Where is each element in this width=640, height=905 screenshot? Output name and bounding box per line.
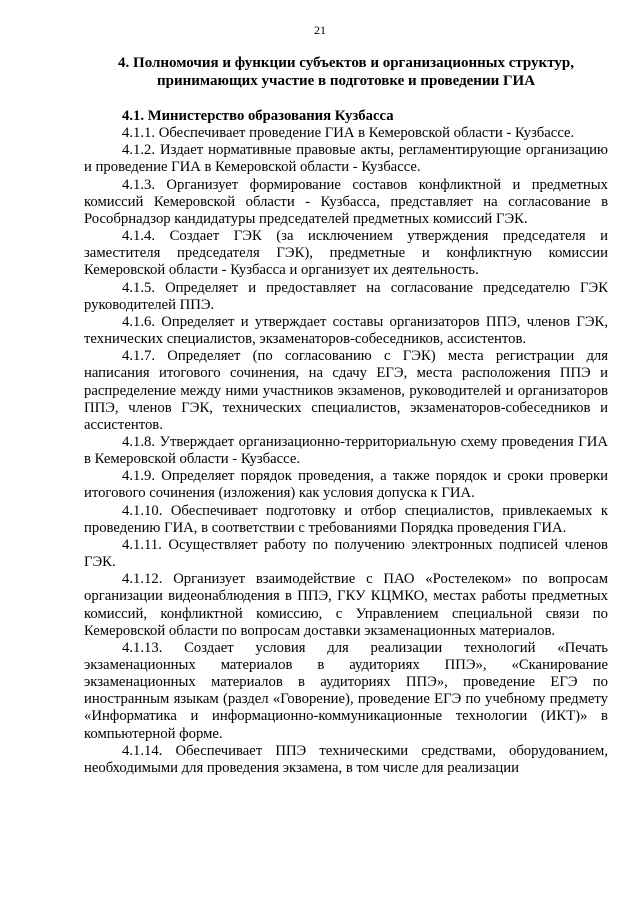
paragraph-4-1-8: 4.1.8. Утверждает организационно-территориальную схему проведения ГИА в Кемеровской области - Кузбассе. bbox=[84, 433, 608, 468]
subsection-title: 4.1. Министерство образования Кузбасса bbox=[122, 108, 394, 124]
paragraph-4-1-14: 4.1.14. Обеспечивает ППЭ техническими средствами, оборудованием, необходимыми для проведения экзамена, в том числе для реализации bbox=[84, 742, 608, 776]
paragraph-4-1-10: 4.1.10. Обеспечивает подготовку и отбор специалистов, привлекаемых к проведению ГИА, в соответствии с требованиями Порядка проведения ГИА. bbox=[84, 502, 608, 536]
document-body bbox=[84, 108, 608, 777]
paragraph-4-1-5: 4.1.5. Определяет и предоставляет на согласование председателю ГЭК руководителей ППЭ. bbox=[84, 279, 608, 313]
page-number: 21 bbox=[314, 23, 326, 37]
paragraph-4-1-4: 4.1.4. Создает ГЭК (за исключением утверждения председателя и заместителя председателя ГЭК), предметные и конфликтную комиссии Кемеровской области - Кузбасса и организует их деятельность. bbox=[84, 228, 608, 279]
paragraph-4-1-12: 4.1.12. Организует взаимодействие с ПАО «Ростелеком» по вопросам организации видеонаблюдения в ППЭ, ГКУ КЦМКО, местах работы предметных комиссий, конфликтной комиссию, с Управлением специальной связи по Кемеровской области по вопросам доставки экзаменационных материалов. bbox=[84, 571, 608, 639]
paragraph-4-1-9: 4.1.9. Определяет порядок проведения, а также порядок и сроки проверки итогового сочинения (изложения) как условия допуска к ГИА. bbox=[84, 468, 608, 502]
paragraph-4-1-1: 4.1.1. Обеспечивает проведение ГИА в Кемеровской области - Кузбассе. bbox=[122, 125, 575, 142]
section-title: 4. Полномочия и функции субъектов и организационных структур, принимающих участие в подготовке и проведении ГИА bbox=[118, 55, 574, 89]
paragraph-4-1-11: 4.1.11. Осуществляет работу по получению электронных подписей членов ГЭК. bbox=[84, 536, 608, 571]
paragraph-4-1-6: 4.1.6. Определяет и утверждает составы организаторов ППЭ, членов ГЭК, технических специалистов, экзаменаторов-собеседников, ассистентов. bbox=[84, 313, 608, 348]
paragraph-4-1-3: 4.1.3. Организует формирование составов конфликтной и предметных комиссий Кемеровской области - Кузбасса, представляет на согласование в Рособрнадзор кандидатуры председателей предметных комиссий ГЭК. bbox=[84, 176, 608, 227]
paragraph-4-1-2: 4.1.2. Издает нормативные правовые акты, регламентирующие организацию и проведение ГИА в Кемеровской области - Кузбассе. bbox=[84, 142, 608, 176]
paragraph-4-1-13: 4.1.13. Создает условия для реализации технологий «Печать экзаменационных материалов в аудиториях ППЭ», «Сканирование экзаменационных материалов в аудиториях ППЭ», проведение ЕГЭ по иностранным языкам (раздел «Говорение), проведение ЕГЭ по учебному предмету «Информатика и информационно-коммуникационные технологии (ИКТ)» в компьютерной форме. bbox=[84, 639, 608, 742]
paragraph-4-1-7: 4.1.7. Определяет (по согласованию с ГЭК) места регистрации для написания итогового сочинения, на сдачу ЕГЭ, места расположения ППЭ и распределение между ними участников экзаменов, руководителей и организаторов ППЭ, членов ГЭК, технических специалистов, экзаменаторов-собеседников и ассистентов. bbox=[84, 348, 608, 433]
